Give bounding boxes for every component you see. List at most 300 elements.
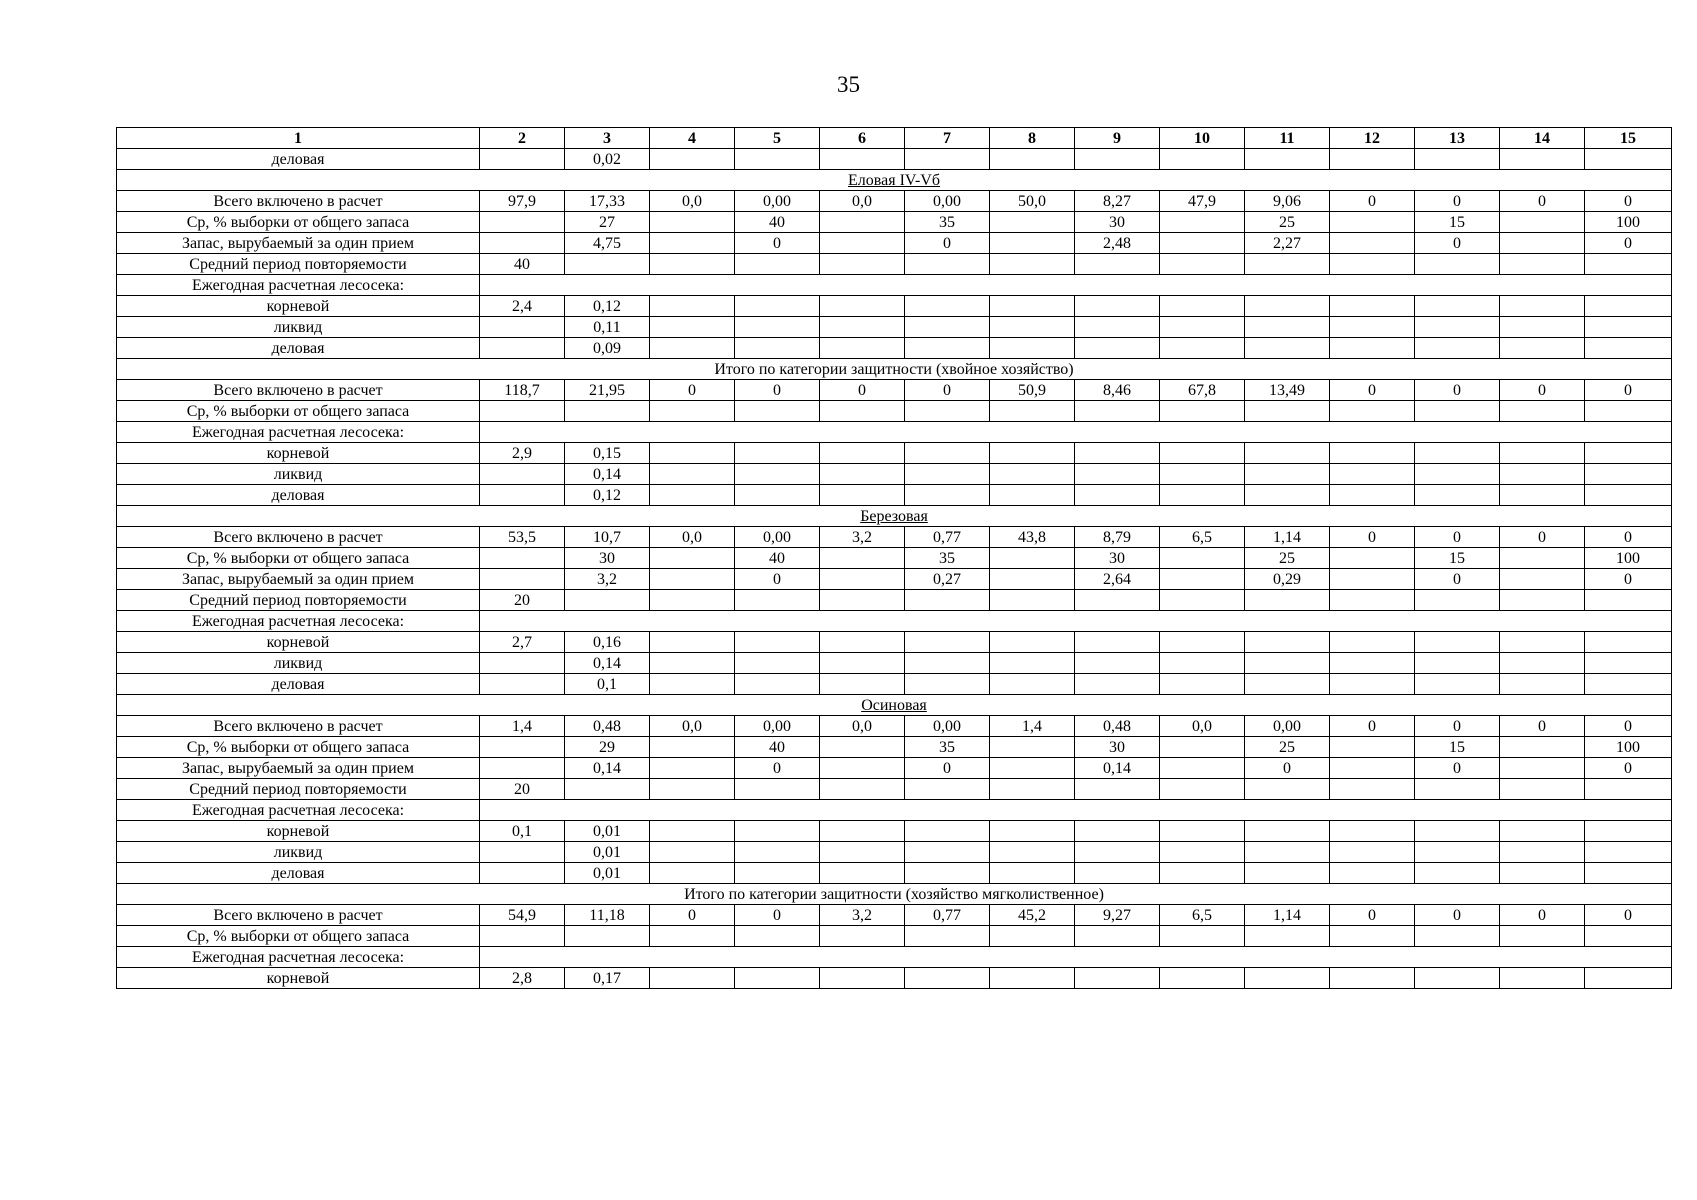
value-cell xyxy=(480,464,565,485)
table-row xyxy=(117,296,1672,317)
value-cell xyxy=(1330,338,1415,359)
row-label-cell: Ср, % выборки от общего запаса xyxy=(117,737,480,758)
value-cell: 0 xyxy=(1585,716,1672,737)
value-cell xyxy=(820,758,905,779)
value-cell xyxy=(820,968,905,989)
table-row xyxy=(117,380,1672,401)
value-cell: 0,0 xyxy=(650,191,735,212)
value-cell xyxy=(1330,674,1415,695)
value-cell: 0 xyxy=(1330,905,1415,926)
row-label-cell: Запас, вырубаемый за один прием xyxy=(117,569,480,590)
value-cell: 0,14 xyxy=(565,758,650,779)
value-cell: 45,2 xyxy=(990,905,1075,926)
value-cell xyxy=(1245,296,1330,317)
value-cell xyxy=(1160,779,1245,800)
value-cell xyxy=(1585,254,1672,275)
value-cell xyxy=(990,464,1075,485)
value-cell: 0 xyxy=(735,569,820,590)
value-cell xyxy=(990,779,1075,800)
value-cell xyxy=(1245,443,1330,464)
value-cell xyxy=(650,863,735,884)
value-cell xyxy=(650,632,735,653)
value-cell xyxy=(820,149,905,170)
value-cell: 0 xyxy=(1415,191,1500,212)
value-cell: 0 xyxy=(1330,716,1415,737)
value-cell: 0,12 xyxy=(565,296,650,317)
value-cell xyxy=(480,569,565,590)
value-cell xyxy=(1160,443,1245,464)
value-cell: 25 xyxy=(1245,737,1330,758)
row-label-cell: Ежегодная расчетная лесосека: xyxy=(117,947,480,968)
value-cell: 0 xyxy=(820,380,905,401)
value-cell xyxy=(1075,296,1160,317)
value-cell: 27 xyxy=(565,212,650,233)
value-cell xyxy=(480,737,565,758)
value-cell xyxy=(1500,674,1585,695)
row-label-cell: корневой xyxy=(117,632,480,653)
value-cell xyxy=(1415,254,1500,275)
value-cell xyxy=(1160,317,1245,338)
value-cell xyxy=(1500,401,1585,422)
column-number-header-row xyxy=(117,128,1672,149)
value-cell xyxy=(650,212,735,233)
value-cell xyxy=(1500,632,1585,653)
table-row xyxy=(117,464,1672,485)
value-cell xyxy=(990,338,1075,359)
subheading-row xyxy=(117,611,1672,632)
value-cell: 0,14 xyxy=(565,464,650,485)
value-cell: 0 xyxy=(1415,527,1500,548)
value-cell xyxy=(1075,674,1160,695)
value-cell xyxy=(1330,443,1415,464)
value-cell xyxy=(1160,674,1245,695)
value-cell: 0 xyxy=(1500,905,1585,926)
value-cell: 0 xyxy=(1500,716,1585,737)
column-number-cell: 6 xyxy=(820,128,905,149)
value-cell xyxy=(820,338,905,359)
value-cell xyxy=(905,863,990,884)
value-cell xyxy=(1500,779,1585,800)
value-cell xyxy=(1415,401,1500,422)
value-cell xyxy=(1500,296,1585,317)
subheading-row xyxy=(117,422,1672,443)
value-cell xyxy=(990,926,1075,947)
row-label-cell: Ежегодная расчетная лесосека: xyxy=(117,422,480,443)
value-cell: 97,9 xyxy=(480,191,565,212)
row-label-cell: Ср, % выборки от общего запаса xyxy=(117,548,480,569)
column-number-cell: 8 xyxy=(990,128,1075,149)
value-cell xyxy=(735,149,820,170)
section-header-row xyxy=(117,170,1672,191)
value-cell xyxy=(1075,338,1160,359)
value-cell xyxy=(650,485,735,506)
value-cell xyxy=(1245,632,1330,653)
value-cell xyxy=(480,212,565,233)
value-cell xyxy=(650,443,735,464)
value-cell: 100 xyxy=(1585,548,1672,569)
value-cell xyxy=(1500,653,1585,674)
value-cell: 1,14 xyxy=(1245,905,1330,926)
value-cell xyxy=(1330,758,1415,779)
value-cell xyxy=(1075,653,1160,674)
value-cell xyxy=(1245,968,1330,989)
row-label-cell: Ср, % выборки от общего запаса xyxy=(117,401,480,422)
value-cell: 0 xyxy=(1585,380,1672,401)
value-cell xyxy=(820,821,905,842)
value-cell xyxy=(905,653,990,674)
value-cell xyxy=(1075,401,1160,422)
value-cell xyxy=(1330,968,1415,989)
value-cell: 0,0 xyxy=(650,527,735,548)
value-cell: 0,27 xyxy=(905,569,990,590)
value-cell xyxy=(1500,842,1585,863)
value-cell: 13,49 xyxy=(1245,380,1330,401)
table-row xyxy=(117,212,1672,233)
value-cell xyxy=(1415,464,1500,485)
value-cell xyxy=(735,485,820,506)
value-cell xyxy=(1330,548,1415,569)
value-cell xyxy=(990,821,1075,842)
value-cell: 0 xyxy=(1415,380,1500,401)
value-cell xyxy=(1415,443,1500,464)
value-cell xyxy=(1330,464,1415,485)
value-cell xyxy=(480,401,565,422)
value-cell xyxy=(1500,338,1585,359)
value-cell: 0,11 xyxy=(565,317,650,338)
value-cell xyxy=(565,590,650,611)
table-row xyxy=(117,968,1672,989)
value-cell: 0 xyxy=(1500,380,1585,401)
row-label-cell: Средний период повторяемости xyxy=(117,590,480,611)
value-cell xyxy=(650,821,735,842)
value-cell xyxy=(990,485,1075,506)
value-cell xyxy=(735,590,820,611)
value-cell xyxy=(735,401,820,422)
value-cell xyxy=(1585,779,1672,800)
value-cell xyxy=(1245,779,1330,800)
row-label-cell: Всего включено в расчет xyxy=(117,380,480,401)
table-row xyxy=(117,443,1672,464)
value-cell xyxy=(735,464,820,485)
table-row xyxy=(117,233,1672,254)
value-cell xyxy=(1500,863,1585,884)
value-cell xyxy=(650,464,735,485)
value-cell xyxy=(650,758,735,779)
value-cell: 0 xyxy=(735,380,820,401)
value-cell xyxy=(1585,674,1672,695)
value-cell xyxy=(1415,149,1500,170)
value-cell xyxy=(480,317,565,338)
value-cell xyxy=(1160,863,1245,884)
value-cell xyxy=(1075,863,1160,884)
value-cell xyxy=(650,653,735,674)
value-cell: 40 xyxy=(735,212,820,233)
value-cell xyxy=(650,674,735,695)
value-cell: 0 xyxy=(905,380,990,401)
table-row xyxy=(117,779,1672,800)
value-cell: 30 xyxy=(1075,548,1160,569)
value-cell xyxy=(1330,254,1415,275)
value-cell xyxy=(1075,821,1160,842)
value-cell: 0,1 xyxy=(565,674,650,695)
value-cell: 0,00 xyxy=(735,716,820,737)
value-cell xyxy=(1160,632,1245,653)
value-cell: 0,77 xyxy=(905,905,990,926)
value-cell xyxy=(1415,842,1500,863)
table-row xyxy=(117,821,1672,842)
value-cell: 0 xyxy=(1585,758,1672,779)
row-label-cell: Ср, % выборки от общего запаса xyxy=(117,926,480,947)
value-cell xyxy=(820,674,905,695)
value-cell xyxy=(650,317,735,338)
value-cell xyxy=(990,632,1075,653)
value-cell xyxy=(650,737,735,758)
table-row xyxy=(117,674,1672,695)
value-cell: 50,0 xyxy=(990,191,1075,212)
value-cell xyxy=(820,548,905,569)
row-label-cell: деловая xyxy=(117,338,480,359)
value-cell xyxy=(1585,317,1672,338)
value-cell xyxy=(1585,149,1672,170)
value-cell: 40 xyxy=(735,737,820,758)
value-cell xyxy=(650,149,735,170)
value-cell: 0,77 xyxy=(905,527,990,548)
row-label-cell: Ежегодная расчетная лесосека: xyxy=(117,611,480,632)
value-cell xyxy=(820,485,905,506)
value-cell: 40 xyxy=(735,548,820,569)
value-cell: 0 xyxy=(905,233,990,254)
value-cell xyxy=(1160,590,1245,611)
value-cell xyxy=(1330,212,1415,233)
table-row xyxy=(117,737,1672,758)
value-cell xyxy=(905,968,990,989)
value-cell: 35 xyxy=(905,737,990,758)
value-cell: 0 xyxy=(735,233,820,254)
row-label-cell: Ежегодная расчетная лесосека: xyxy=(117,275,480,296)
value-cell: 0,14 xyxy=(1075,758,1160,779)
value-cell xyxy=(565,926,650,947)
value-cell xyxy=(1245,254,1330,275)
table-row xyxy=(117,842,1672,863)
value-cell: 3,2 xyxy=(820,905,905,926)
value-cell: 0,0 xyxy=(650,716,735,737)
value-cell: 15 xyxy=(1415,212,1500,233)
column-number-cell: 4 xyxy=(650,128,735,149)
value-cell: 0,0 xyxy=(820,191,905,212)
table-row xyxy=(117,485,1672,506)
column-number-cell: 2 xyxy=(480,128,565,149)
value-cell xyxy=(1330,485,1415,506)
value-cell: 0,01 xyxy=(565,821,650,842)
value-cell xyxy=(1500,149,1585,170)
value-cell xyxy=(1415,317,1500,338)
value-cell: 0 xyxy=(735,758,820,779)
value-cell xyxy=(650,254,735,275)
value-cell: 2,48 xyxy=(1075,233,1160,254)
value-cell: 1,4 xyxy=(990,716,1075,737)
value-cell xyxy=(1585,401,1672,422)
value-cell: 0 xyxy=(1415,716,1500,737)
row-label-cell: корневой xyxy=(117,296,480,317)
value-cell: 6,5 xyxy=(1160,527,1245,548)
value-cell xyxy=(1585,968,1672,989)
value-cell xyxy=(1075,779,1160,800)
value-cell: 0,16 xyxy=(565,632,650,653)
value-cell xyxy=(990,401,1075,422)
value-cell: 25 xyxy=(1245,548,1330,569)
value-cell xyxy=(990,590,1075,611)
value-cell xyxy=(820,443,905,464)
value-cell xyxy=(1075,464,1160,485)
value-cell xyxy=(1075,968,1160,989)
section-header-row xyxy=(117,884,1672,905)
value-cell xyxy=(1500,443,1585,464)
value-cell xyxy=(1330,737,1415,758)
value-cell: 0,01 xyxy=(565,863,650,884)
column-number-cell: 7 xyxy=(905,128,990,149)
value-cell xyxy=(1500,548,1585,569)
value-cell xyxy=(905,842,990,863)
value-cell xyxy=(1075,842,1160,863)
value-cell xyxy=(820,779,905,800)
value-cell: 0,01 xyxy=(565,842,650,863)
table-row xyxy=(117,191,1672,212)
table-row xyxy=(117,548,1672,569)
row-label-cell: ликвид xyxy=(117,317,480,338)
value-cell xyxy=(735,653,820,674)
value-cell xyxy=(1500,569,1585,590)
empty-merged-cell xyxy=(480,611,1672,632)
value-cell xyxy=(820,317,905,338)
row-label-cell: Ср, % выборки от общего запаса xyxy=(117,212,480,233)
value-cell xyxy=(735,674,820,695)
value-cell xyxy=(820,926,905,947)
value-cell xyxy=(990,842,1075,863)
section-title: Березовая xyxy=(117,506,1672,527)
value-cell xyxy=(905,632,990,653)
column-number-cell: 11 xyxy=(1245,128,1330,149)
value-cell: 0 xyxy=(1330,380,1415,401)
value-cell xyxy=(1075,926,1160,947)
value-cell xyxy=(820,212,905,233)
value-cell: 47,9 xyxy=(1160,191,1245,212)
value-cell xyxy=(1160,338,1245,359)
row-label-cell: корневой xyxy=(117,443,480,464)
value-cell: 54,9 xyxy=(480,905,565,926)
empty-merged-cell xyxy=(480,275,1672,296)
value-cell: 0,14 xyxy=(565,653,650,674)
value-cell: 0,00 xyxy=(735,191,820,212)
value-cell: 0 xyxy=(1585,191,1672,212)
value-cell: 35 xyxy=(905,548,990,569)
value-cell xyxy=(990,653,1075,674)
value-cell xyxy=(1160,569,1245,590)
value-cell xyxy=(905,338,990,359)
value-cell xyxy=(735,317,820,338)
section-header-row xyxy=(117,359,1672,380)
value-cell: 0,09 xyxy=(565,338,650,359)
value-cell xyxy=(1160,401,1245,422)
value-cell xyxy=(1585,842,1672,863)
value-cell xyxy=(1415,296,1500,317)
table-row xyxy=(117,590,1672,611)
value-cell xyxy=(1500,485,1585,506)
value-cell: 1,14 xyxy=(1245,527,1330,548)
value-cell xyxy=(990,317,1075,338)
value-cell: 0,12 xyxy=(565,485,650,506)
row-label-cell: Запас, вырубаемый за один прием xyxy=(117,758,480,779)
value-cell xyxy=(480,926,565,947)
value-cell xyxy=(905,317,990,338)
value-cell xyxy=(820,863,905,884)
value-cell xyxy=(990,254,1075,275)
value-cell xyxy=(1585,821,1672,842)
value-cell xyxy=(1075,149,1160,170)
value-cell: 25 xyxy=(1245,212,1330,233)
value-cell xyxy=(1500,254,1585,275)
value-cell xyxy=(820,632,905,653)
value-cell xyxy=(1160,149,1245,170)
row-label-cell: Всего включено в расчет xyxy=(117,905,480,926)
value-cell: 100 xyxy=(1585,212,1672,233)
value-cell xyxy=(1415,821,1500,842)
table-row xyxy=(117,758,1672,779)
row-label-cell: ликвид xyxy=(117,464,480,485)
value-cell xyxy=(905,464,990,485)
value-cell xyxy=(1330,821,1415,842)
value-cell xyxy=(480,674,565,695)
value-cell xyxy=(1160,968,1245,989)
value-cell xyxy=(905,674,990,695)
row-label-cell: Всего включено в расчет xyxy=(117,527,480,548)
value-cell xyxy=(1415,926,1500,947)
value-cell: 8,27 xyxy=(1075,191,1160,212)
value-cell: 2,64 xyxy=(1075,569,1160,590)
value-cell xyxy=(1415,674,1500,695)
value-cell xyxy=(990,863,1075,884)
value-cell xyxy=(1330,296,1415,317)
value-cell xyxy=(1415,863,1500,884)
value-cell xyxy=(1160,926,1245,947)
value-cell xyxy=(1245,821,1330,842)
value-cell xyxy=(820,842,905,863)
row-label-cell: Всего включено в расчет xyxy=(117,191,480,212)
value-cell: 0,00 xyxy=(735,527,820,548)
value-cell: 0,1 xyxy=(480,821,565,842)
value-cell: 2,4 xyxy=(480,296,565,317)
value-cell xyxy=(1245,926,1330,947)
forest-calculation-table xyxy=(116,127,1672,989)
value-cell xyxy=(1585,863,1672,884)
value-cell xyxy=(650,842,735,863)
value-cell xyxy=(735,842,820,863)
value-cell xyxy=(735,338,820,359)
value-cell xyxy=(480,653,565,674)
table-row xyxy=(117,926,1672,947)
value-cell: 30 xyxy=(565,548,650,569)
row-label-cell: деловая xyxy=(117,674,480,695)
value-cell xyxy=(650,233,735,254)
row-label-cell: деловая xyxy=(117,149,480,170)
value-cell: 0 xyxy=(735,905,820,926)
value-cell xyxy=(1330,926,1415,947)
value-cell xyxy=(480,485,565,506)
table-row xyxy=(117,863,1672,884)
value-cell xyxy=(1500,968,1585,989)
value-cell xyxy=(1160,842,1245,863)
value-cell xyxy=(1500,464,1585,485)
row-label-cell: Всего включено в расчет xyxy=(117,716,480,737)
